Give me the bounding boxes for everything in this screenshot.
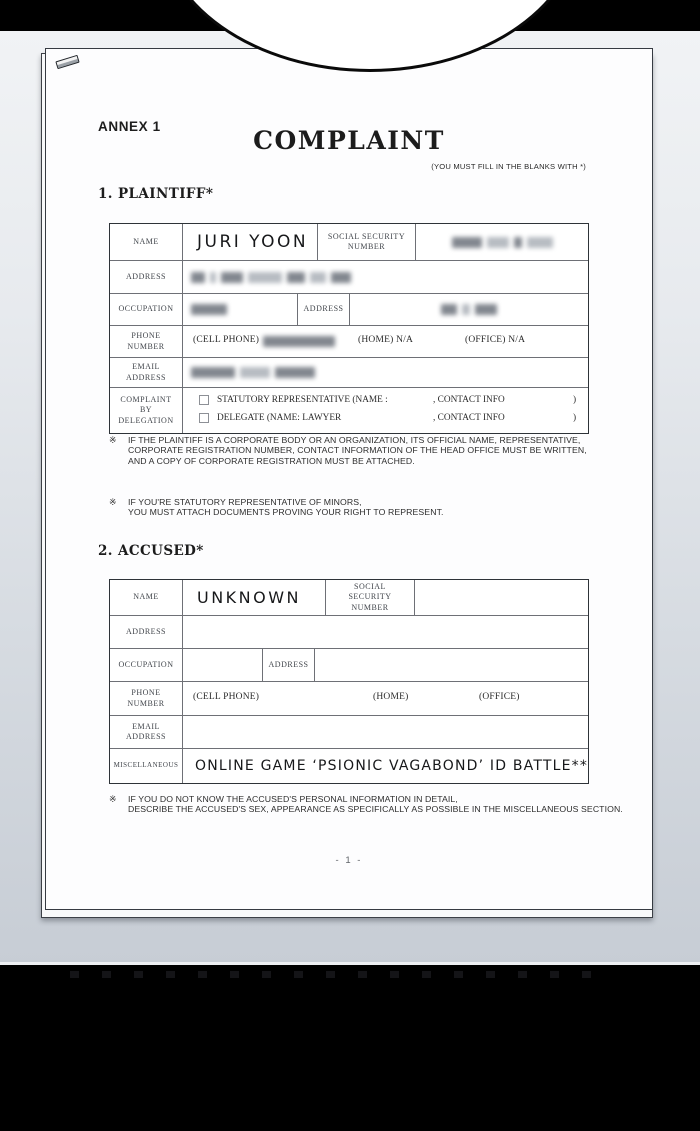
contact-info-label: , CONTACT INFO <box>433 395 505 405</box>
table-row <box>110 293 588 325</box>
plaintiff-table <box>109 223 589 434</box>
note-line: IF YOU DO NOT KNOW THE ACCUSED'S PERSONAL INFORMATION IN DETAIL, <box>128 794 458 804</box>
table-row <box>110 681 588 715</box>
address-value-empty <box>182 616 588 648</box>
name-value: UNKNOWN <box>182 580 325 615</box>
note-line: DESCRIBE THE ACCUSED'S SEX, APPEARANCE AS SPECIFICALLY AS POSSIBLE IN THE MISCELLANEOUS SECTION. <box>128 804 623 815</box>
table-row <box>110 648 588 681</box>
cell-phone-label: (CELL PHONE) <box>193 692 260 702</box>
phone-value-row <box>182 326 588 357</box>
occupation-address-value-redacted <box>349 294 588 325</box>
fill-instruction: (YOU MUST FILL IN THE BLANKS WITH *) <box>431 162 586 171</box>
table-row <box>110 580 588 615</box>
table-row <box>110 224 588 260</box>
address-label: ADDRESS <box>126 626 166 636</box>
delegate-label: DELEGATE (NAME: LAWYER <box>217 413 342 423</box>
table-row <box>110 387 588 433</box>
ssn-value-empty <box>414 580 588 615</box>
occupation-address-label: ADDRESS <box>297 294 349 325</box>
note-line: CORPORATE REGISTRATION NUMBER, CONTACT INFORMATION OF THE HEAD OFFICE MUST BE WRITTEN, <box>128 445 587 456</box>
delegation-options <box>182 388 588 433</box>
plaintiff-note-corporate <box>109 435 614 466</box>
name-label: NAME <box>133 236 159 246</box>
close-paren: ) <box>573 413 577 423</box>
plaintiff-note-minors <box>109 497 614 518</box>
accused-note-unknown-info <box>109 794 629 815</box>
email-label: EMAIL ADDRESS <box>126 721 166 741</box>
office-phone-label: (OFFICE) <box>479 692 520 702</box>
ssn-value-redacted <box>415 224 588 260</box>
miscellaneous-label: MISCELLANEOUS <box>113 761 179 770</box>
address-value-redacted <box>182 261 588 293</box>
email-value-empty <box>182 716 588 748</box>
office-phone-label: (OFFICE) N/A <box>465 335 526 345</box>
occupation-value-empty <box>182 649 262 681</box>
occupation-address-value-empty <box>314 649 588 681</box>
ssn-label: SOCIAL SECURITY NUMBER <box>325 580 414 615</box>
delegate-checkbox <box>199 413 209 423</box>
miscellaneous-value: ONLINE GAME ‘PSIONIC VAGABOND’ ID BATTLE** <box>182 749 588 783</box>
note-line: AND A COPY OF CORPORATE REGISTRATION MUST BE ATTACHED. <box>128 455 415 466</box>
name-value: JURI YOON <box>182 224 317 260</box>
home-phone-label: (HOME) <box>373 692 409 702</box>
phone-value-row <box>182 682 588 715</box>
annex-label: ANNEX 1 <box>98 119 161 134</box>
note-line: YOU MUST ATTACH DOCUMENTS PROVING YOUR RIGHT TO REPRESENT. <box>128 507 444 518</box>
email-value-redacted <box>182 358 588 387</box>
cell-phone-label: (CELL PHONE) <box>193 335 260 345</box>
statutory-representative-label: STATUTORY REPRESENTATIVE (NAME : <box>217 395 388 405</box>
delegation-option-statutory <box>183 393 588 411</box>
home-phone-label: (HOME) N/A <box>358 335 414 345</box>
address-label: ADDRESS <box>126 271 166 281</box>
page-number: - 1 - <box>335 855 363 866</box>
accused-table <box>109 579 589 784</box>
table-row <box>110 748 588 783</box>
occupation-label: OCCUPATION <box>118 304 174 314</box>
phone-label: PHONE NUMBER <box>127 331 165 351</box>
close-paren: ) <box>573 395 577 405</box>
reference-mark-icon: ※ <box>109 435 117 445</box>
reference-mark-icon: ※ <box>109 497 117 507</box>
ssn-label: SOCIAL SECURITY NUMBER <box>317 224 415 260</box>
table-row <box>110 615 588 648</box>
plaintiff-heading: 1. PLAINTIFF* <box>98 186 214 202</box>
delegation-label: COMPLAINT BY DELEGATION <box>118 394 174 425</box>
complaint-document <box>45 48 653 910</box>
email-label: EMAIL ADDRESS <box>126 362 166 382</box>
statutory-representative-checkbox <box>199 395 209 405</box>
occupation-value-redacted <box>182 294 297 325</box>
phone-label: PHONE NUMBER <box>127 688 165 708</box>
page-title: COMPLAINT <box>253 126 445 155</box>
accused-heading: 2. ACCUSED* <box>98 543 204 559</box>
table-row <box>110 325 588 357</box>
occupation-label: OCCUPATION <box>118 659 174 669</box>
name-label: NAME <box>133 592 159 602</box>
note-line: IF THE PLAINTIFF IS A CORPORATE BODY OR AN ORGANIZATION, ITS OFFICIAL NAME, REPRESENTATIVE, <box>128 435 581 445</box>
cell-phone-redacted <box>263 336 335 347</box>
contact-info-label: , CONTACT INFO <box>433 413 505 423</box>
occupation-address-label: ADDRESS <box>262 649 314 681</box>
table-row <box>110 357 588 387</box>
table-row <box>110 715 588 748</box>
note-line: IF YOU'RE STATUTORY REPRESENTATIVE OF MINORS, <box>128 497 362 507</box>
reference-mark-icon: ※ <box>109 794 117 804</box>
table-row <box>110 260 588 293</box>
delegation-option-delegate <box>183 411 588 429</box>
bottom-texture <box>70 971 610 978</box>
